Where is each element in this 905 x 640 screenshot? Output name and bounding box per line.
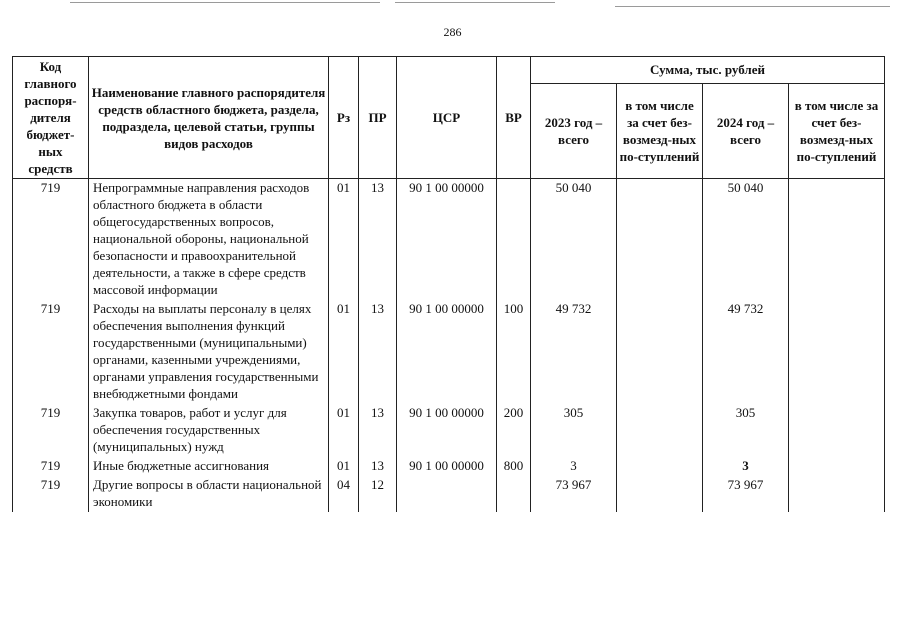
cell-2023-free — [617, 300, 703, 404]
cell-2023-total: 3 — [531, 457, 617, 476]
header-2024-free: в том числе за счет без-возмезд-ных по-ступлений — [789, 83, 885, 178]
header-name: Наименование главного распорядителя средств областного бюджета, раздела, подраздела, целевой статьи, группы видов расходов — [89, 57, 329, 179]
cell-2024-total: 305 — [703, 404, 789, 457]
cell-name: Иные бюджетные ассигнования — [89, 457, 329, 476]
budget-table — [12, 56, 885, 512]
header-2023-free: в том числе за счет без-возмезд-ных по-ступлений — [617, 83, 703, 178]
cell-pr: 13 — [359, 300, 397, 404]
cell-rz: 01 — [329, 179, 359, 301]
cell-2023-free — [617, 476, 703, 512]
cell-2023-total: 73 967 — [531, 476, 617, 512]
page-number: 286 — [443, 25, 462, 39]
table-row — [13, 300, 885, 404]
cell-code: 719 — [13, 404, 89, 457]
cell-2024-free — [789, 179, 885, 301]
cell-2023-total: 305 — [531, 404, 617, 457]
header-2024-total: 2024 год – всего — [703, 83, 789, 178]
cell-vr — [497, 476, 531, 512]
cell-rz: 01 — [329, 404, 359, 457]
cell-name: Другие вопросы в области национальной экономики — [89, 476, 329, 512]
cell-2023-free — [617, 179, 703, 301]
cell-vr — [497, 179, 531, 301]
cell-code: 719 — [13, 457, 89, 476]
cell-vr: 100 — [497, 300, 531, 404]
cell-name: Расходы на выплаты персоналу в целях обеспечения выполнения функций государственными (муниципальными) органами, казенными учреждениями, органами управления государственными внебюджетными фондами — [89, 300, 329, 404]
cell-code: 719 — [13, 300, 89, 404]
header-csr: ЦСР — [397, 57, 497, 179]
cell-pr: 13 — [359, 179, 397, 301]
cell-pr: 13 — [359, 457, 397, 476]
cell-csr: 90 1 00 00000 — [397, 404, 497, 457]
cell-name: Закупка товаров, работ и услуг для обеспечения государственных (муниципальных) нужд — [89, 404, 329, 457]
cell-rz: 01 — [329, 457, 359, 476]
cell-rz: 01 — [329, 300, 359, 404]
cell-csr — [397, 476, 497, 512]
cell-2024-total: 3 — [703, 457, 789, 476]
scan-artifact-line — [615, 6, 890, 7]
cell-vr: 200 — [497, 404, 531, 457]
header-pr: ПР — [359, 57, 397, 179]
table-row — [13, 404, 885, 457]
cell-pr: 12 — [359, 476, 397, 512]
cell-rz: 04 — [329, 476, 359, 512]
table-header — [13, 57, 885, 179]
cell-pr: 13 — [359, 404, 397, 457]
scan-artifact-line — [395, 2, 555, 3]
cell-2024-total: 49 732 — [703, 300, 789, 404]
scan-artifact-line — [70, 2, 380, 3]
header-rz: Рз — [329, 57, 359, 179]
table-row — [13, 457, 885, 476]
header-vr: ВР — [497, 57, 531, 179]
cell-2023-free — [617, 404, 703, 457]
header-sum-group: Сумма, тыс. рублей — [531, 57, 885, 84]
cell-2024-free — [789, 476, 885, 512]
cell-2024-free — [789, 404, 885, 457]
cell-code: 719 — [13, 179, 89, 301]
cell-csr: 90 1 00 00000 — [397, 300, 497, 404]
table-row — [13, 179, 885, 301]
cell-code: 719 — [13, 476, 89, 512]
cell-2024-free — [789, 300, 885, 404]
cell-vr: 800 — [497, 457, 531, 476]
cell-2023-total: 49 732 — [531, 300, 617, 404]
cell-2024-free — [789, 457, 885, 476]
cell-csr: 90 1 00 00000 — [397, 457, 497, 476]
header-2023-total: 2023 год – всего — [531, 83, 617, 178]
header-code: Код главного распоря-дителя бюджет-ных средств — [13, 57, 89, 179]
cell-2024-total: 50 040 — [703, 179, 789, 301]
budget-table-container — [12, 56, 884, 512]
table-row — [13, 476, 885, 512]
cell-2023-free — [617, 457, 703, 476]
cell-csr: 90 1 00 00000 — [397, 179, 497, 301]
cell-2023-total: 50 040 — [531, 179, 617, 301]
cell-2024-total: 73 967 — [703, 476, 789, 512]
table-body — [13, 179, 885, 513]
cell-name: Непрограммные направления расходов областного бюджета в области общегосударственных вопросов, национальной обороны, национальной безопасности и правоохранительной деятельности, а также в сфере средств массовой информации — [89, 179, 329, 301]
